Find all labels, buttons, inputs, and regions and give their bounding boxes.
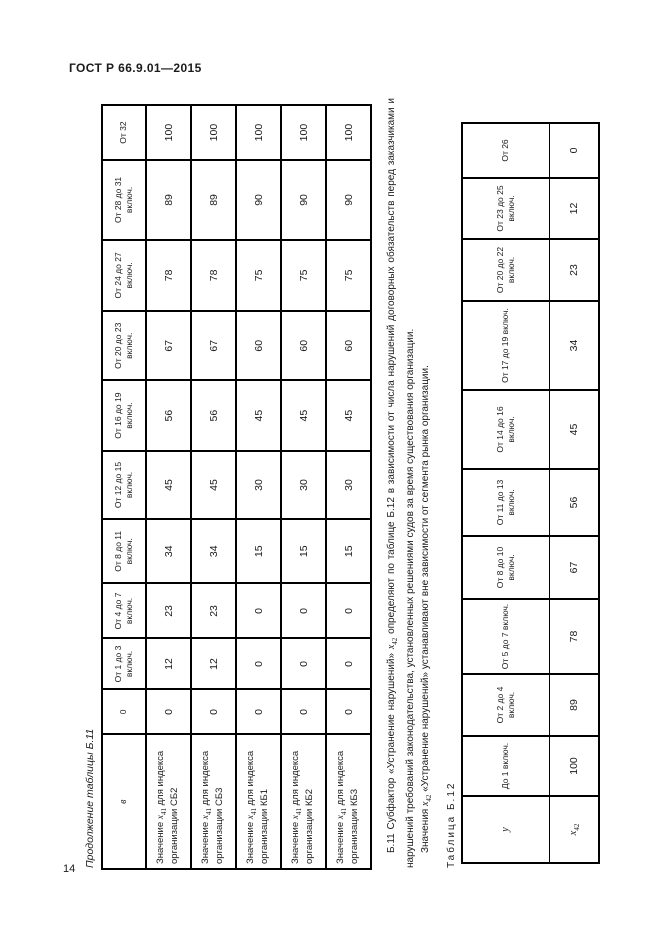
b11-value-cell: 12 [191, 638, 236, 689]
b11-value-cell: 90 [281, 160, 326, 240]
b11-column-header: От 28 до 31 включ. [102, 160, 146, 240]
b12-value-cell: 67 [550, 536, 600, 599]
b11-value-cell: 56 [146, 380, 191, 450]
b11-column-header: От 16 до 19 включ. [102, 380, 146, 450]
variable-subscript: 41 [295, 808, 304, 815]
variable-subscript: 42 [391, 637, 399, 645]
b11-value-cell: 67 [191, 311, 236, 380]
b11-value-cell: 0 [191, 689, 236, 734]
b11-value-cell: 75 [281, 240, 326, 311]
b12-value-cell: 34 [550, 301, 600, 390]
b12-column-header: От 14 до 16 включ. [462, 390, 550, 469]
b11-column-header: От 32 [102, 105, 146, 160]
b12-value-cell: 100 [550, 736, 600, 796]
variable-x: x [420, 801, 431, 807]
b12-column-header: От 11 до 13 включ. [462, 469, 550, 536]
variable-x: x [567, 830, 579, 836]
b11-header-var-cell [102, 734, 146, 869]
table-b11 [101, 104, 372, 870]
b11-value-cell: 45 [326, 380, 371, 450]
b11-value-cell: 75 [326, 240, 371, 311]
variable-x: x [291, 815, 302, 820]
b11-column-header: От 4 до 7 включ. [102, 583, 146, 638]
b11-value-cell: 34 [146, 519, 191, 583]
variable-subscript: 41 [205, 808, 214, 815]
variable-subscript: 42 [573, 823, 582, 831]
b11-value-cell: 100 [326, 105, 371, 160]
b11-value-cell: 90 [326, 160, 371, 240]
b11-value-cell: 78 [146, 240, 191, 311]
b11-value-cell: 90 [236, 160, 281, 240]
b11-value-cell: 0 [281, 689, 326, 734]
rotated-content [84, 86, 640, 888]
b12-column-header: От 26 [462, 123, 550, 178]
b11-value-cell: 0 [326, 689, 371, 734]
b11-value-cell: 0 [281, 583, 326, 638]
b12-column-header: От 23 до 25 включ. [462, 178, 550, 239]
table-b11-continuation-caption: Продолжение таблицы Б.11 [84, 728, 96, 868]
b11-value-cell: 15 [326, 519, 371, 583]
note-text: Значения [420, 806, 431, 853]
b11-row-label: Значение $x_{41}$ для индекса организации КБ1 [236, 734, 281, 869]
b11-value-cell: 100 [236, 105, 281, 160]
variable-subscript: 42 [425, 794, 433, 802]
b11-row-label: Значение $x_{41}$ для индекса организации СБ3 [191, 734, 236, 869]
b11-value-cell: 100 [146, 105, 191, 160]
b12-value-cell: 56 [550, 469, 600, 536]
variable-subscript: 41 [340, 808, 349, 815]
b11-value-cell: 89 [191, 160, 236, 240]
variable-x: x [246, 815, 257, 820]
b12-column-header: От 5 до 7 включ. [462, 599, 550, 674]
b11-value-cell: 0 [236, 689, 281, 734]
b11-table-row [146, 105, 191, 869]
b11-value-cell: 60 [236, 311, 281, 380]
table-b12-caption: Таблица Б.12 [446, 781, 457, 868]
b11-value-cell: 15 [281, 519, 326, 583]
b12-column-header: До 1 включ. [462, 736, 550, 796]
variable-subscript: 41 [160, 808, 169, 815]
b11-value-cell: 45 [281, 380, 326, 450]
b11-table-row [191, 105, 236, 869]
b12-column-header: От 8 до 10 включ. [462, 536, 550, 599]
variable-v: в [118, 799, 130, 804]
b11-table-row [236, 105, 281, 869]
variable-subscript: 41 [250, 808, 259, 815]
b11-value-cell: 30 [236, 451, 281, 519]
b11-header-row [102, 105, 146, 869]
b12-value-cell: 23 [550, 239, 600, 301]
b11-column-header: От 24 до 27 включ. [102, 240, 146, 311]
variable-x: x [386, 644, 397, 650]
b12-row-label [550, 796, 600, 863]
b11-value-cell: 30 [281, 451, 326, 519]
b11-value-cell: 100 [191, 105, 236, 160]
b11-column-header: От 8 до 11 включ. [102, 519, 146, 583]
table-b12 [461, 122, 600, 864]
b11-row-label: Значение $x_{41}$ для индекса организации СБ2 [146, 734, 191, 869]
b12-value-row [550, 123, 600, 863]
variable-y: у [500, 827, 512, 832]
b11-value-cell: 45 [146, 451, 191, 519]
b11-column-header: 0 [102, 689, 146, 734]
note-b11-sentence-1 [384, 98, 418, 868]
b11-value-cell: 0 [236, 638, 281, 689]
b11-column-header: От 1 до 3 включ. [102, 638, 146, 689]
variable-x: x [156, 815, 167, 820]
b12-value-cell: 45 [550, 390, 600, 469]
b12-column-header: От 20 до 22 включ. [462, 239, 550, 301]
b12-value-cell: 0 [550, 123, 600, 178]
b12-column-header: От 2 до 4 включ. [462, 674, 550, 736]
note-text: «Устранение нарушений» устанавливают вне зависимости от сегмента рынка организации. [420, 365, 431, 795]
b11-value-cell: 0 [281, 638, 326, 689]
b11-value-cell: 34 [191, 519, 236, 583]
b12-value-cell: 89 [550, 674, 600, 736]
b11-row-label: Значение $x_{41}$ для индекса организации КБ2 [281, 734, 326, 869]
variable-x: x [201, 815, 212, 820]
b11-value-cell: 67 [146, 311, 191, 380]
b11-value-cell: 60 [281, 311, 326, 380]
variable-x: x [336, 815, 347, 820]
b11-value-cell: 100 [281, 105, 326, 160]
b11-value-cell: 23 [146, 583, 191, 638]
b11-value-cell: 75 [236, 240, 281, 311]
b11-value-cell: 89 [146, 160, 191, 240]
b12-value-cell: 78 [550, 599, 600, 674]
b11-value-cell: 12 [146, 638, 191, 689]
b12-header-row [462, 123, 550, 863]
b12-column-header: От 17 до 19 включ. [462, 301, 550, 390]
b11-value-cell: 15 [236, 519, 281, 583]
b11-table-row [281, 105, 326, 869]
b11-value-cell: 0 [326, 638, 371, 689]
document-code-header: ГОСТ Р 66.9.01—2015 [69, 61, 202, 75]
note-b11 [384, 98, 437, 868]
b11-value-cell: 0 [326, 583, 371, 638]
b11-value-cell: 78 [191, 240, 236, 311]
b11-column-header: От 12 до 15 включ. [102, 451, 146, 519]
b11-value-cell: 0 [146, 689, 191, 734]
page-number: 14 [63, 863, 76, 875]
b12-header-var-cell [462, 796, 550, 863]
b11-row-label: Значение $x_{41}$ для индекса организации КБ3 [326, 734, 371, 869]
b11-column-header: От 20 до 23 включ. [102, 311, 146, 380]
b11-value-cell: 60 [326, 311, 371, 380]
b11-value-cell: 30 [326, 451, 371, 519]
note-text: Б.11 Субфактор «Устранение нарушений» [386, 649, 397, 853]
b11-value-cell: 45 [191, 451, 236, 519]
note-text: определяют по таблице Б.12 в зависимости от числа нарушений договорных обязательств перед заказчиками и нарушений требований законодательства, установленных решениями судов за время существования организации. [386, 98, 416, 868]
b11-value-cell: 23 [191, 583, 236, 638]
b11-table-row [326, 105, 371, 869]
b12-value-cell: 12 [550, 178, 600, 239]
b11-value-cell: 0 [236, 583, 281, 638]
note-b11-sentence-2 [418, 98, 437, 868]
b11-value-cell: 45 [236, 380, 281, 450]
b11-value-cell: 56 [191, 380, 236, 450]
